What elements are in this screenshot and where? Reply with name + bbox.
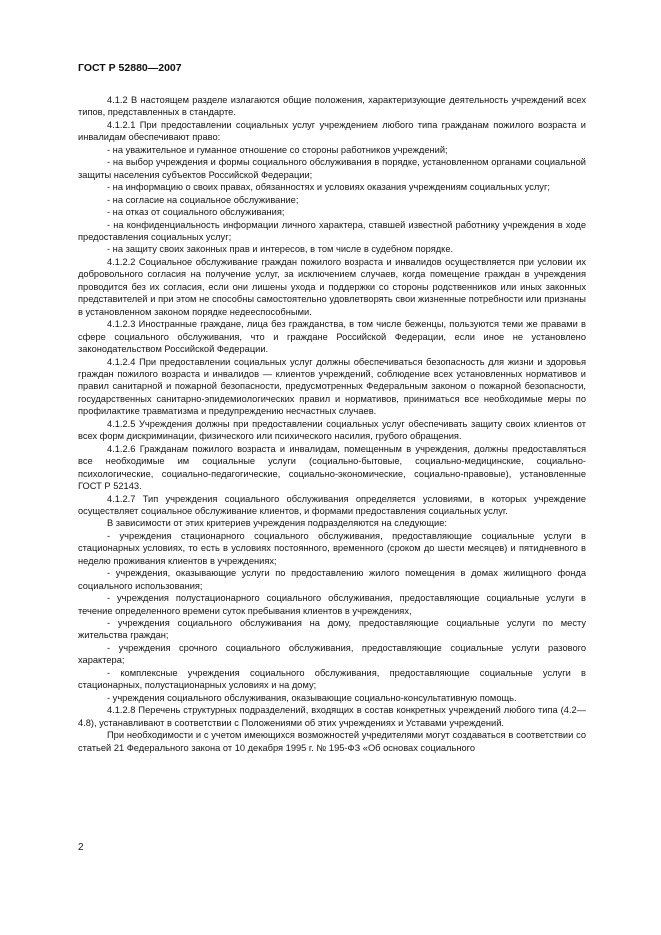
paragraph: 4.1.2.1 При предоставлении социальных услуг учреждением любого типа гражданам пожилого возраста и инвалидам обеспечивают право: <box>78 119 586 143</box>
list-item: - на согласие на социальное обслуживание; <box>107 194 299 205</box>
paragraph: В зависимости от этих критериев учреждения подразделяются на следующие: <box>107 518 447 529</box>
list-item: - учреждения срочного социального обслуживания, предоставляющие социальные услуги разового характера; <box>78 642 586 666</box>
list-item: - комплексные учреждения социального обслуживания, предоставляющие социальные услуги в стационарных, полустационарных условиях и на дому; <box>78 667 586 691</box>
list-item: - учреждения социального обслуживания, оказывающие социально-консультативную помощь. <box>107 692 517 703</box>
document-header: ГОСТ Р 52880—2007 <box>78 62 182 74</box>
list-item: - учреждения стационарного социального обслуживания, предоставляющие социальные услуги в стационарных условиях, то есть в условиях постоянного, временного (сроком до шести месяцев) и пятидневного в неделю проживания клиентов в учреждениях; <box>78 530 586 566</box>
paragraph: 4.1.2.6 Гражданам пожилого возраста и инвалидам, помещенным в учреждения, должны предоставляться все необходимые им социальные услуги (социально-бытовые, социально-медицинские, социально-психологические, социально-педагогические, социально-экономические, социально-правовые), установленные ГОСТ Р 52143. <box>78 443 586 492</box>
list-item: - учреждения, оказывающие услуги по предоставлению жилого помещения в домах жилищного фонда социального использования; <box>78 568 586 591</box>
list-item: - учреждения социального обслуживания на дому, предоставляющие социальные услуги по месту жительства граждан; <box>78 618 586 641</box>
paragraph: При необходимости и с учетом имеющихся возможностей учредителями могут создаваться в соответствии со статьей 21 Федерального закона от 10 декабря 1995 г. № 195-ФЗ «Об основах социального <box>78 730 586 753</box>
list-item: - на отказ от социального обслуживания; <box>107 207 285 218</box>
list-item: - на защиту своих законных прав и интересов, в том числе в судебном порядке. <box>107 244 454 255</box>
paragraph: 4.1.2.7 Тип учреждения социального обслуживания определяется условиями, в которых учреждение осуществляет социальное обслуживание клиентов, и формами предоставления социальных услуг. <box>78 493 586 516</box>
paragraph: 4.1.2.3 Иностранные граждане, лица без гражданства, в том числе беженцы, пользуются теми же правами в сфере социального обслуживания, что и граждане Российской Федерации, если иное не установлено законодательством Российской Федерации. <box>78 319 586 355</box>
paragraph: 4.1.2.2 Социальное обслуживание граждан пожилого возраста и инвалидов осуществляется при условии их добровольного согласия на получение услуг, за исключением случаев, когда помещение граждан в учреждения проводится без их согласия, если они лишены ухода и поддержки со стороны родственников или иных законных представителей и при этом не способны самостоятельно удовлетворять свои жизненные потребности или признаны в установленном законом порядке недееспособными. <box>78 256 586 317</box>
paragraph: 4.1.2.4 При предоставлении социальных услуг должны обеспечиваться безопасность для жизни и здоровья граждан пожилого возраста и инвалидов — клиентов учреждений, соблюдение всех установленных нормативов и правил санитарной и пожарной безопасности, предусмотренных Федеральным законом о пожарной безопасности, государственных санитарно-эпидемиологических правил и нормативов, приниматься все необходимые меры по профилактике травматизма и предупреждению несчастных случаев. <box>78 356 586 417</box>
document-body <box>78 94 586 754</box>
list-item: - на уважительное и гуманное отношение со стороны работников учреждений; <box>107 144 448 155</box>
paragraph: 4.1.2 В настоящем разделе излагаются общие положения, характеризующие деятельность учреждений всех типов, представленных в стандарте. <box>78 95 586 118</box>
page-number: 2 <box>78 842 84 853</box>
list-item: - на конфиденциальность информации личного характера, ставшей известной работнику учреждения в ходе предоставления социальных услуг; <box>78 219 586 242</box>
paragraph: 4.1.2.8 Перечень структурных подразделений, входящих в состав конкретных учреждений любого типа (4.2—4.8), устанавливают в соответствии с Положениями об этих учреждениях и Уставами учреждений. <box>78 705 586 728</box>
paragraph: 4.1.2.5 Учреждения должны при предоставлении социальных услуг обеспечивать защиту своих клиентов от всех форм дискриминации, физического или психического насилия, грубого обращения. <box>78 418 586 442</box>
list-item: - учреждения полустационарного социального обслуживания, предоставляющие социальные услуги в течение определенного времени суток пребывания клиентов в учреждениях, <box>78 593 586 616</box>
list-item: - на информацию о своих правах, обязанностях и условиях оказания учреждениям социальных услуг; <box>107 182 550 193</box>
list-item: - на выбор учреждения и формы социального обслуживания в порядке, установленном органами социальной защиты населения субъектов Российской Федерации; <box>78 157 586 180</box>
